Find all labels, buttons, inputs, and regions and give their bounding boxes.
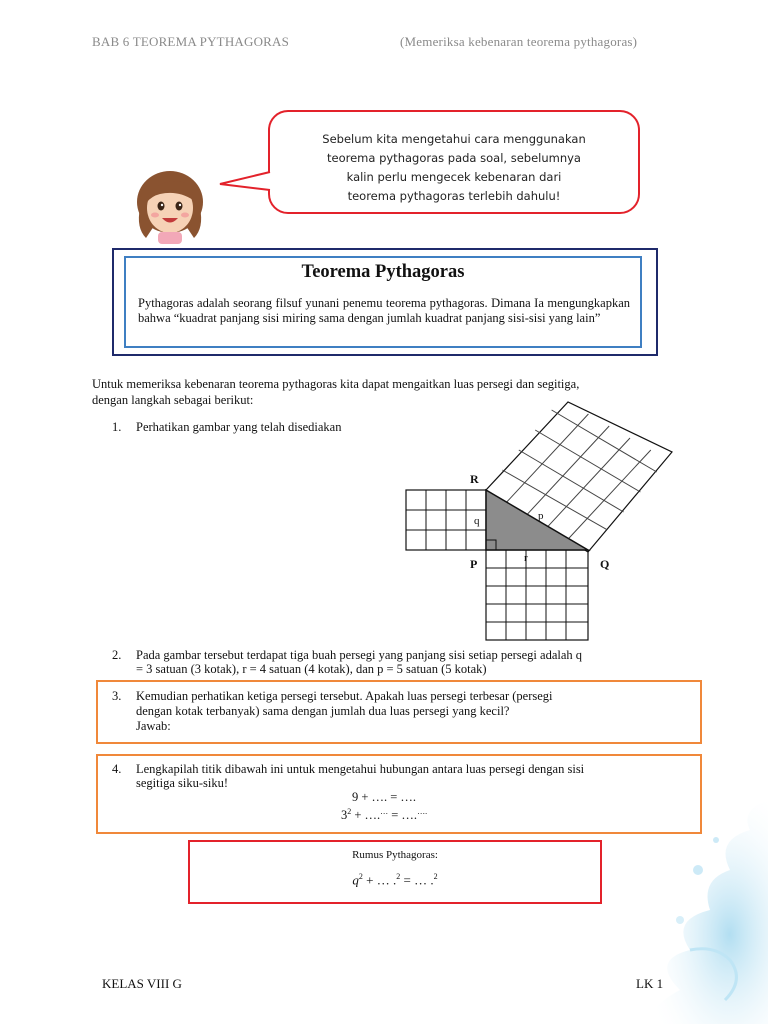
step-1-number: 1. xyxy=(112,420,122,434)
speech-text: Sebelum kita mengetahui cara menggunakan teorema pythagoras pada soal, sebelumnya kalin perlu mengecek kebenaran dari teorema pythagoras terlebih dahulu! xyxy=(322,132,586,203)
step-3-line-1: Kemudian perhatikan ketiga persegi tersebut. Apakah luas persegi terbesar (persegi xyxy=(136,689,553,703)
intro-line-2: dengan langkah sebagai berikut: xyxy=(92,393,254,407)
formula-box xyxy=(188,840,602,904)
equation-2: $3^2$ + ….… = ….…. xyxy=(340,807,428,823)
step-3-number: 3. xyxy=(112,689,122,703)
step-1-text: Perhatikan gambar yang telah disediakan xyxy=(136,420,342,434)
side-label-r: r xyxy=(524,552,528,564)
pythagoras-figure xyxy=(400,400,690,645)
formula-expression: $q^2$ + … .$^2$ = … .$^2$ xyxy=(352,872,438,888)
step-4-line-1: Lengkapilah titik dibawah ini untuk mengetahui hubungan antara luas persegi dengan sisi xyxy=(136,762,585,776)
vertex-label-r: R xyxy=(470,472,479,486)
step-2-number: 2. xyxy=(112,648,122,662)
theory-title: Teorema Pythagoras xyxy=(301,262,465,282)
step-2-line-1: Pada gambar tersebut terdapat tiga buah persegi yang panjang sisi setiap persegi adalah q xyxy=(136,648,583,662)
step-4-line-2: segitiga siku-siku! xyxy=(136,776,229,790)
header-subtitle: (Memeriksa kebenaran teorema pythagoras) xyxy=(400,34,638,49)
formula-title: Rumus Pythagoras: xyxy=(352,849,438,861)
vertex-label-q: Q xyxy=(600,557,610,571)
footer-class: KELAS VIII G xyxy=(102,976,182,991)
side-label-q: q xyxy=(474,515,480,527)
step-4-number: 4. xyxy=(112,762,122,776)
vertex-label-p: P xyxy=(470,557,478,571)
footer-page: LK 1 xyxy=(636,976,664,991)
speech-bubble xyxy=(268,110,640,214)
step-3-answer-label: Jawab: xyxy=(136,719,171,733)
step-3-line-2: dengan kotak terbanyak) sama dengan jumlah dua luas persegi yang kecil? xyxy=(136,704,510,718)
step-2-line-2: = 3 satuan (3 kotak), r = 4 satuan (4 kotak), dan p = 5 satuan (5 kotak) xyxy=(136,662,487,676)
square-r xyxy=(486,550,588,640)
side-label-p: p xyxy=(538,510,544,522)
intro-line-1: Untuk memeriksa kebenaran teorema pythagoras kita dapat mengaitkan luas persegi dan segitiga, xyxy=(92,377,580,391)
speech-bubble-tail xyxy=(218,170,274,194)
equation-1: 9 + …. = …. xyxy=(351,790,417,804)
header-chapter: BAB 6 TEOREMA PYTHAGORAS xyxy=(92,34,290,49)
theory-box xyxy=(124,256,642,348)
theory-text: Pythagoras adalah seorang filsuf yunani penemu teorema pythagoras. Dimana Ia mengungkapkan bahwa “kuadrat panjang sisi miring sama dengan jumlah kuadrat panjang sisi-sisi yang lain” xyxy=(138,296,630,325)
girl-avatar xyxy=(128,168,212,244)
